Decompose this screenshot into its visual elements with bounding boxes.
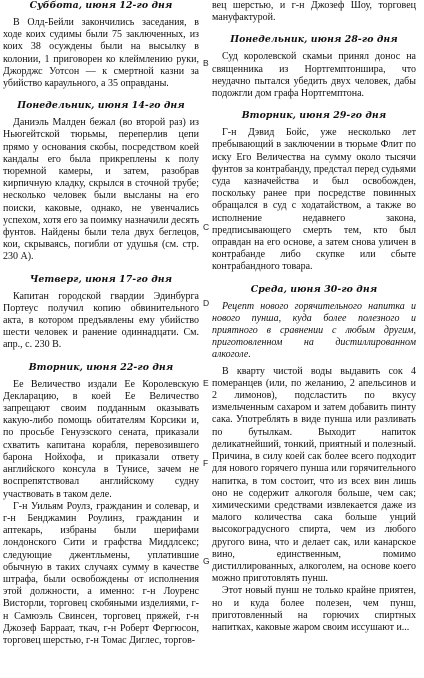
section-paragraph: Ее Величество издали Ее Королевскую Декларацию, в коей Ее Величество запрещают своим подданным оказывать какую-либо помощь обитателям Корсики и, по просьбе Генуэзского сената, приказали схватить капитана корабля, перевозившего барона Нойхофа, и приказали ответу английского консула в Тунисе, зачем не воспрепятствовал английскому судну участвовать в таком деле. [3, 378, 199, 500]
section-paragraph: вец шерстью, и г-н Джозеф Шоу, торговец мануфактурой. [212, 0, 416, 24]
section-heading: Понедельник, июня 14-го дня [17, 100, 185, 112]
recipe-intro: Рецепт нового горячительного напитка и нового пунша, куда более полезного и приятного в сравнении с любым другим, приготовленном на дистиллированном алкоголе. [212, 300, 416, 361]
margin-letter: G [203, 556, 210, 566]
section-paragraph: Суд королевской скамьи принял донос на священника из Нортгемптоншира, что неудачно пытался убедить двух человек, дабы подожгли дом графа Нортгемптона. [212, 51, 416, 100]
right-column [212, 0, 416, 634]
margin-letter: D [203, 298, 210, 308]
section-heading: Четверг, июня 17-го дня [29, 273, 173, 285]
margin-letter: E [203, 378, 209, 388]
section-heading: Понедельник, июня 28-го дня [230, 34, 398, 46]
section-paragraph: Этот новый пунш не только крайне приятен, но и куда более полезен, чем пунш, приготовленный на горючих спиртных напитках, каковые жаром своим иссушают и... [212, 585, 416, 633]
section-paragraph: Г-н Уильям Роулз, гражданин и солевар, и г-н Бенджамин Роулинз, гражданин и аптекарь, избраны были шерифами лондонского Сити и графства Миддлсекс; следующие джентльмены, уплатившие обычную в таких случаях сумму в качестве штрафа, были освобождены от исполнения этой должности, а именно: г-н Лоуренс Висторли, торговец скобяными изделиями, г-н Самюэль Свинсен, торговец пряжей, г-н Джозеф Барраат, ткач, г-н Роберт Фергюсон, торговец шерстью, г-н Томас Диглес, торгов- [3, 500, 199, 646]
section-heading: Суббота, июня 12-го дня [29, 0, 173, 11]
section-paragraph: В кварту чистой воды выдавить сок 4 померанцев (или, по желанию, 2 апельсинов и 2 лимонов), подсластить по вкусу измельченным сахаром и затем добавить пинту сака. Употреблять в виде пунша или разливать по бутылкам. Выходит напиток деликатнейший, тонкий, приятный и полезный. Причина, в силу коей сак более всего подходит для нового горячего пунша или горячительного напитка, в том состоит, что из всех вин лишь оно не содержит алкоголя больше, чем сак; химическими средствами извлекается даже из малого количества сака больше унций высокоградусного спирта, чем из любого другого вина, что и делает сак, или канарское вино, единственным, помимо дистиллированных, алкоголем, на основе коего можно приготовлять пунш. [212, 365, 416, 585]
section-paragraph: Г-н Дэвид Бойс, уже несколько лет пребывающий в заключении в тюрьме Флит по иску Его Величества на сумму около тысячи фунтов за контрабанду, предстал перед судьями суда казначейства и был освобожден, поскольку ранее при посредстве повинных обращался в суд с ходатайством, а также во исполнение недавнего закона, предписывающего смерть тем, кто был оправдан на его основе, а затем снова уличен в контрабанде либо скупке или сбыте контрабандного товара. [212, 127, 416, 273]
section-heading: Среда, июня 30-го дня [250, 283, 378, 295]
section-paragraph: В Олд-Бейли закончились заседания, в ходе коих судимы были 75 заключенных, из коих 38 осуждены были на высылку в колонии, 1 приговорен ко клеймлению руки, Джорджс Уотсон — к смертной казни за убийство караульного, а 35 оправданы. [3, 17, 199, 90]
section-heading: Вторник, июня 22-го дня [28, 361, 174, 373]
left-column [3, 0, 199, 647]
margin-letter: B [203, 58, 209, 68]
section-paragraph: Капитан городской гвардии Эдинбурга Портеус получил копию обвинительного акта, в котором предъявлены ему убийство шести человек и ранение одиннадцати. См. апр., с. 230 B. [3, 290, 199, 351]
section-heading: Вторник, июня 29-го дня [241, 110, 387, 122]
margin-letter: F [203, 458, 209, 468]
section-paragraph: Даниэль Малден бежал (во второй раз) из Ньюгейтской тюрьмы, переперлив цепи прямо у основания скобы, посредством коей кандалы его была прикреплены к полу тюремной камеры, и затем, разобрав кирпичную кладку, скрылся в сточной трубе; несколько человек были высланы на его поиски, каковые, однако, не увенчались успехом, хотя его за поимку назначили десять фунтов. Найдены были тела двух беглецов, кои, скрываясь, погибли от удушья (см. стр. 230 А). [3, 117, 199, 263]
margin-letter: C [203, 222, 210, 232]
